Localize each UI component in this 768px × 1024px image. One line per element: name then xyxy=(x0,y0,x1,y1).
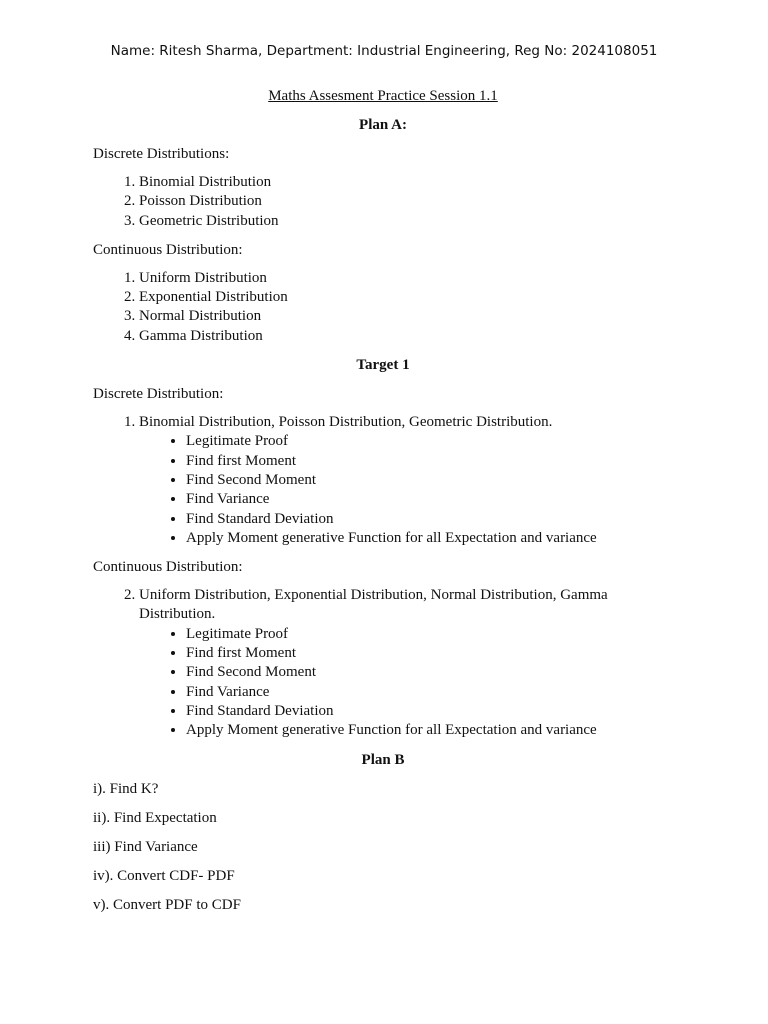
plan-a-heading: Plan A: xyxy=(359,117,407,133)
task-item: • Find first Moment xyxy=(186,452,673,471)
target-1-discrete-list xyxy=(93,413,673,548)
plan-b-item: ii). Find Expectation xyxy=(93,809,217,826)
task-item: • Find Standard Deviation xyxy=(186,702,673,721)
plan-a-continuous-list xyxy=(93,269,673,346)
page-header: Name: Ritesh Sharma, Department: Industrial Engineering, Reg No: 2024108051 xyxy=(110,43,658,59)
plan-a-continuous-label: Continuous Distribution: xyxy=(93,241,243,258)
task-item: • Find first Moment xyxy=(186,644,673,663)
plan-b-item: v). Convert PDF to CDF xyxy=(93,896,241,913)
target-1-discrete-item: Binomial Distribution, Poisson Distribution, Geometric Distribution. xyxy=(139,414,553,431)
plan-a-discrete-list xyxy=(93,173,673,231)
plan-a-discrete-label: Discrete Distributions: xyxy=(93,146,230,162)
plan-b-heading: Plan B xyxy=(361,751,405,768)
target-1-heading: Target 1 xyxy=(356,357,410,374)
task-item: • Legitimate Proof xyxy=(186,432,673,451)
target-1-continuous-item: Uniform Distribution, Exponential Distribution, Normal Distribution, Gamma Distribution. xyxy=(139,587,608,623)
document-body xyxy=(93,86,673,924)
target-1-continuous-tasks xyxy=(139,625,673,741)
target-1-discrete-tasks xyxy=(139,432,673,548)
list-item: 1. Binomial Distribution xyxy=(139,173,673,192)
task-item: • Find Variance xyxy=(186,683,673,702)
document-title: Maths Assesment Practice Session 1.1 xyxy=(268,88,498,104)
list-item: 2. Exponential Distribution xyxy=(139,288,673,307)
task-item: • Find Second Moment xyxy=(186,663,673,682)
plan-b-item: iii) Find Variance xyxy=(93,838,198,855)
task-item: • Find Standard Deviation xyxy=(186,510,673,529)
list-item: 2. Poisson Distribution xyxy=(139,192,673,211)
task-item: • Apply Moment generative Function for all Expectation and variance xyxy=(186,721,673,740)
list-item: 1. Uniform Distribution xyxy=(139,269,673,288)
list-item: 3. Normal Distribution xyxy=(139,307,673,326)
list-item: 3. Geometric Distribution xyxy=(139,212,673,231)
target-1-continuous-list xyxy=(93,586,673,740)
plan-b-item: iv). Convert CDF- PDF xyxy=(93,867,235,884)
list-item xyxy=(139,586,673,740)
task-item: • Apply Moment generative Function for all Expectation and variance xyxy=(186,529,673,548)
list-item xyxy=(139,413,673,548)
task-item: • Find Variance xyxy=(186,490,673,509)
task-item: • Find Second Moment xyxy=(186,471,673,490)
task-item: • Legitimate Proof xyxy=(186,625,673,644)
list-item: 4. Gamma Distribution xyxy=(139,327,673,346)
plan-b-item: i). Find K? xyxy=(93,780,159,797)
target-1-continuous-label: Continuous Distribution: xyxy=(93,559,243,576)
target-1-discrete-label: Discrete Distribution: xyxy=(93,386,224,403)
